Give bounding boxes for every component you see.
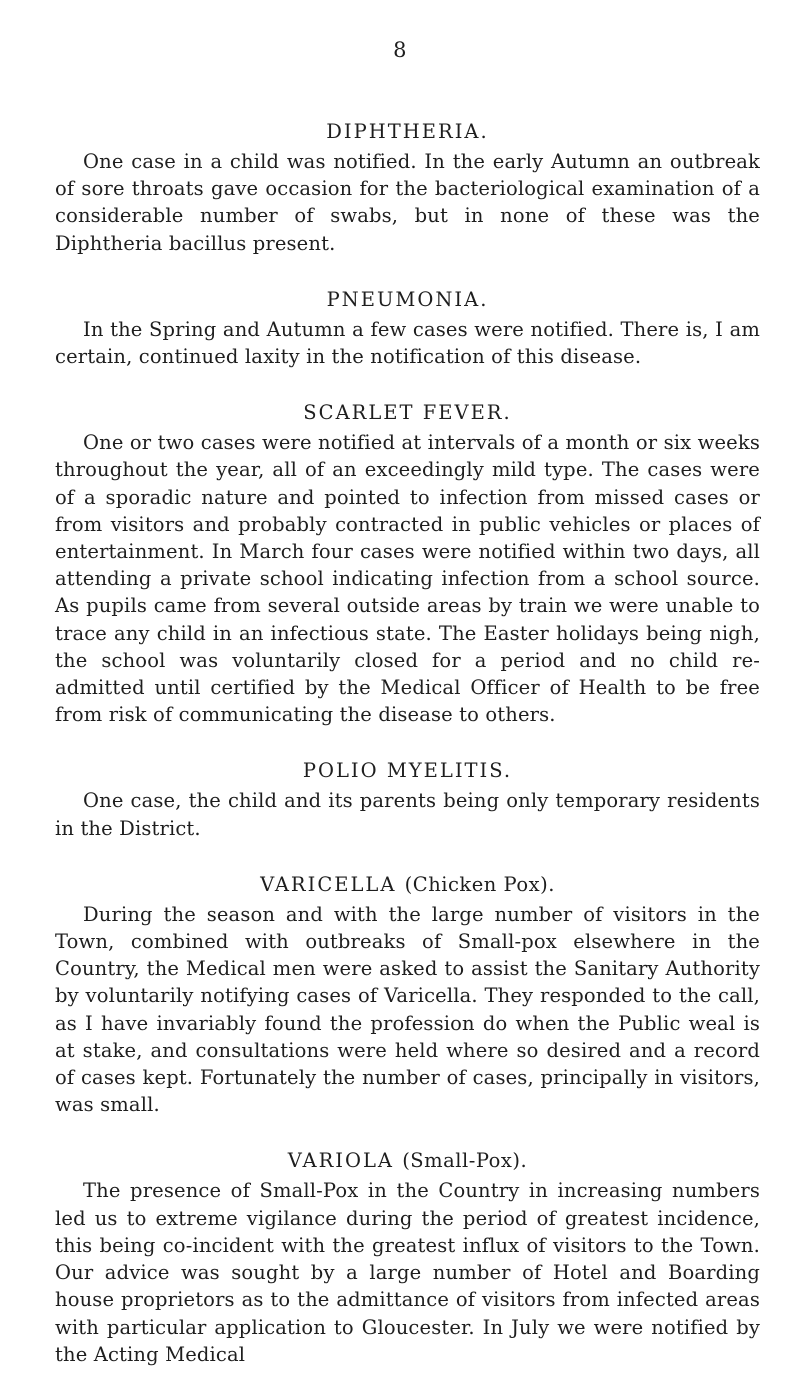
section-heading (55, 399, 760, 426)
heading-title: POLIO MYELITIS. (302, 759, 513, 783)
section-paragraph: One case in a child was notified. In the early Autumn an outbreak of sore throats gave occasion for the bacteriological examination of a considerable number of swabs, but in none of these was the Diphtheria bacillus present. (55, 150, 760, 255)
heading-title: VARIOLA (287, 1149, 394, 1173)
heading-subtitle: (Small-Pox). (402, 1149, 528, 1173)
section-paragraph: In the Spring and Autumn a few cases were notified. There is, I am certain, continued laxity in the notification of this disease. (55, 317, 760, 369)
heading-title: SCARLET FEVER. (303, 401, 512, 425)
section-paragraph: One or two cases were notified at intervals of a month or six weeks throughout the year, all of an exceedingly mild type. The cases were of a sporadic nature and pointed to infection from missed cases or from visitors and probably contracted in public vehicles or places of entertainment. In March four cases were notified within two days, all attending a private school indicating infection from a school source. As pupils came from several outside areas by train we were unable to trace any child in an infectious state. The Easter holidays being nigh, the school was voluntarily closed for a period and no child re-admitted until certified by the Medical Officer of Health to be free from risk of communicating the disease to others. (55, 431, 760, 727)
section-heading (55, 286, 760, 313)
section-paragraph: The presence of Small-Pox in the Country in increasing numbers led us to extreme vigilance during the period of greatest incidence, this being co-incident with the greatest influx of visitors to the Town. Our advice was sought by a large number of Hotel and Boarding house proprietors as to the admittance of visitors from infected areas with particular application to Gloucester. In July we were notified by the Acting Medical (55, 1179, 760, 1366)
heading-title: VARICELLA (260, 872, 397, 896)
section-heading (55, 757, 760, 784)
heading-subtitle: (Chicken Pox). (404, 872, 555, 896)
page-number: 8 (393, 38, 407, 62)
section-scarlet-fever (55, 399, 760, 728)
heading-title: DIPHTHERIA. (326, 120, 489, 143)
section-paragraph: One case, the child and its parents being only temporary residents in the District. (55, 789, 760, 840)
heading-title: PNEUMONIA. (326, 287, 489, 311)
section-varicella (55, 871, 760, 1119)
section-variola (55, 1147, 760, 1367)
section-polio-myelitis (55, 757, 760, 841)
section-diphtheria (55, 118, 760, 257)
section-heading (55, 118, 760, 145)
section-heading (55, 871, 760, 898)
section-paragraph: During the season and with the large number of visitors in the Town, combined with outbreaks of Small-pox elsewhere in the Country, the Medical men were asked to assist the Sanitary Authority by voluntarily notifying cases of Varicella. They responded to the call, as I have invariably found the profession do when the Public weal is at stake, and consultations were held where so desired and a record of cases kept. Fortunately the number of cases, principally in visitors, was small. (55, 902, 760, 1117)
section-pneumonia (55, 286, 760, 370)
section-heading (55, 1147, 760, 1174)
report-body (55, 118, 760, 1397)
